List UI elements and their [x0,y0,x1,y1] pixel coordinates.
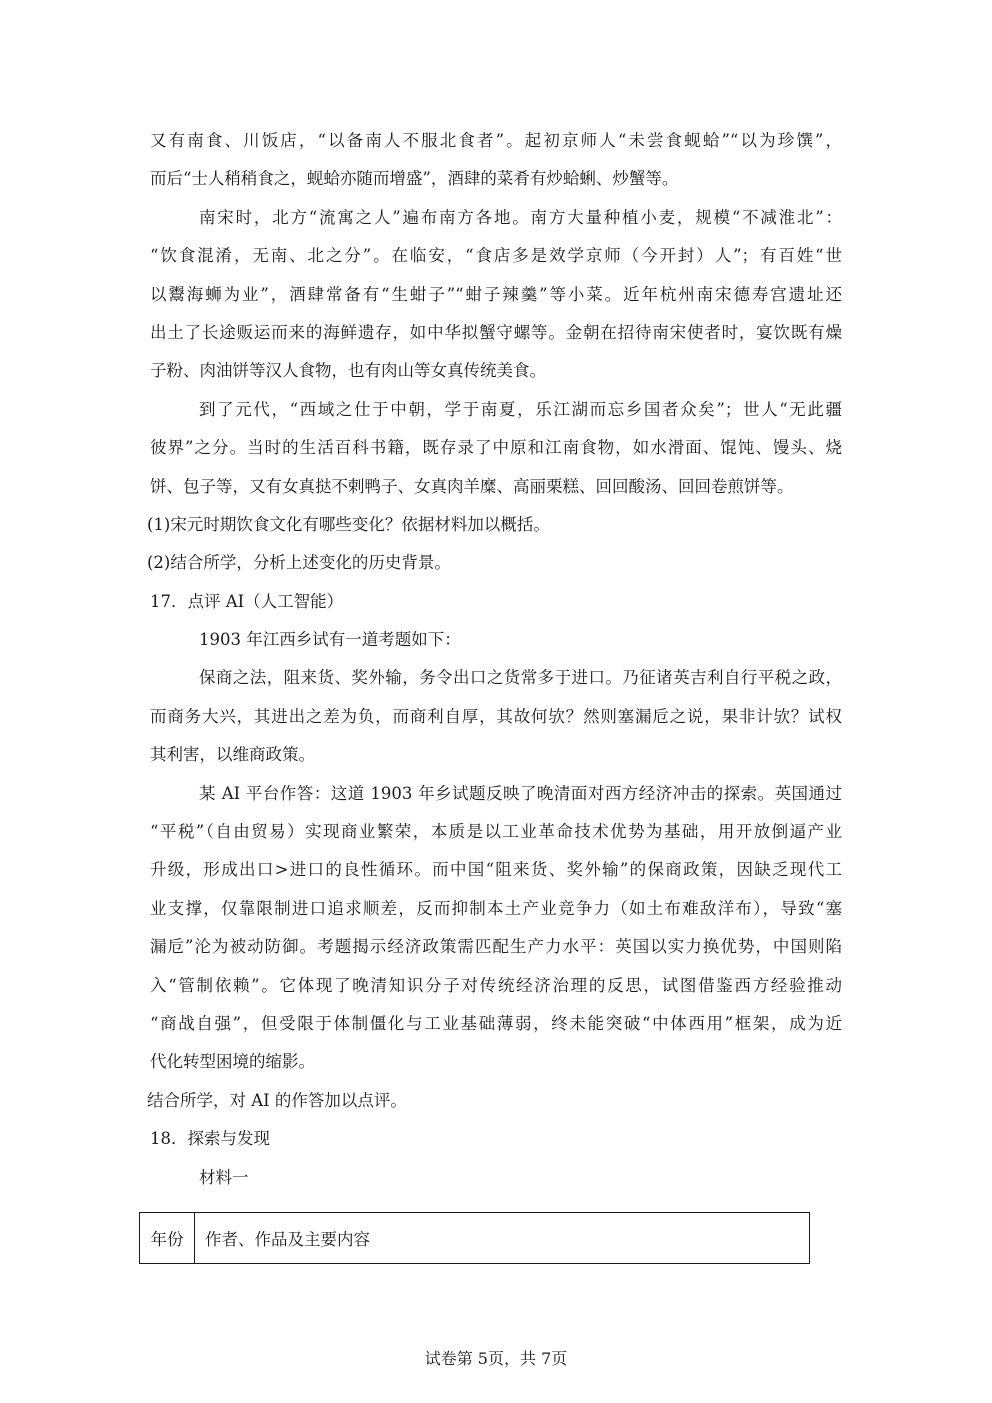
question-17-intro: 1903 年江西乡试有一道考题如下： [199,630,461,650]
exam-text-line: 其利害，以维商政策。 [150,745,315,765]
page-footer: 试卷第 5页，共 7页 [424,1349,568,1368]
text-line: 彼界”之分。当时的生活百科书籍，既存录了中原和江南食物，如水滑面、馄饨、馒头、烧 [150,438,842,458]
question-17-title: 17．点评 AI（人工智能） [150,591,344,611]
ai-answer-line: 代化转型困境的缩影。 [150,1052,315,1072]
question-16-1: (1)宋元时期饮食文化有哪些变化？依据材料加以概括。 [147,514,550,534]
question-18-title: 18．探索与发现 [150,1129,270,1149]
material-label: 材料一 [199,1167,249,1187]
material-table [139,1212,810,1264]
ai-answer-line: “商战自强”，但受限于体制僵化与工业基础薄弱，终未能突破“中体西用”框架，成为近 [150,1013,842,1033]
text-line: 到了元代，“西域之仕于中朝，学于南夏，乐江湖而忘乡国者众矣”；世人“无此疆 [199,399,842,419]
exam-text-line: 而商务大兴，其进出之差为负，而商利自厚，其故何欤？然则塞漏卮之说，果非计欤？试权 [150,706,842,726]
table-header-content: 作者、作品及主要内容 [195,1213,810,1264]
question-17-task: 结合所学，对 AI 的作答加以点评。 [147,1090,407,1110]
text-line: 子粉、肉油饼等汉人食物，也有肉山等女真传统美食。 [150,361,546,381]
text-line: 而后“士人稍稍食之，蚬蛤亦随而增盛”，酒肆的菜肴有炒蛤蜊、炒蟹等。 [150,169,679,189]
page-content [147,122,842,1197]
ai-answer-line: 入“管制依赖”。它体现了晚清知识分子对传统经济治理的反思，试图借鉴西方经验推动 [150,975,842,995]
text-line: 又有南食、川饭店，“以备南人不服北食者”。起初京师人“未尝食蚬蛤”“以为珍馔”， [150,131,842,150]
ai-answer-line: 业支撑，仅靠限制进口追求顺差，反而抑制本土产业竞争力（如土布难敌洋布），导致“塞 [150,898,842,918]
text-line: 南宋时，北方“流寓之人”遍布南方各地。南方大量种植小麦，规模“不减淮北”： [199,207,842,227]
ai-answer-line: 升级，形成出口>进口的良性循环。而中国“阻来货、奖外输”的保商政策，因缺乏现代工 [150,860,842,880]
table-header-year: 年份 [140,1213,195,1264]
ai-answer-line: 某 AI 平台作答：这道 1903 年乡试题反映了晚清面对西方经济冲击的探索。英国通过 [199,783,842,803]
table-row [140,1213,810,1264]
text-line: 出土了长途贩运而来的海鲜遗存，如中华拟蟹守螺等。金朝在招待南宋使者时，宴饮既有燥 [150,322,842,342]
ai-answer-line: 漏卮”沦为被动防御。考题揭示经济政策需匹配生产力水平：英国以实力换优势，中国则陷 [150,937,842,957]
exam-text-line: 保商之法，阻来货、奖外输，务令出口之货常多于进口。乃征诸英吉利自行平税之政， [199,668,842,688]
ai-answer-line: “平税”（自由贸易）实现商业繁荣，本质是以工业革命技术优势为基础，用开放倒逼产业 [150,822,842,842]
question-16-2: (2)结合所学，分析上述变化的历史背景。 [147,553,451,573]
text-line: 饼、包子等，又有女真挞不剌鸭子、女真肉羊糜、高丽栗糕、回回酸汤、回回卷煎饼等。 [150,476,794,496]
text-line: “饮食混淆，无南、北之分”。在临安，“食店多是效学京师（今开封）人”；有百姓“世 [150,246,842,266]
text-line: 以鬻海蛳为业”，酒肆常备有“生蚶子”“蚶子辣羹”等小菜。近年杭州南宋德寿宫遗址还 [150,284,842,304]
